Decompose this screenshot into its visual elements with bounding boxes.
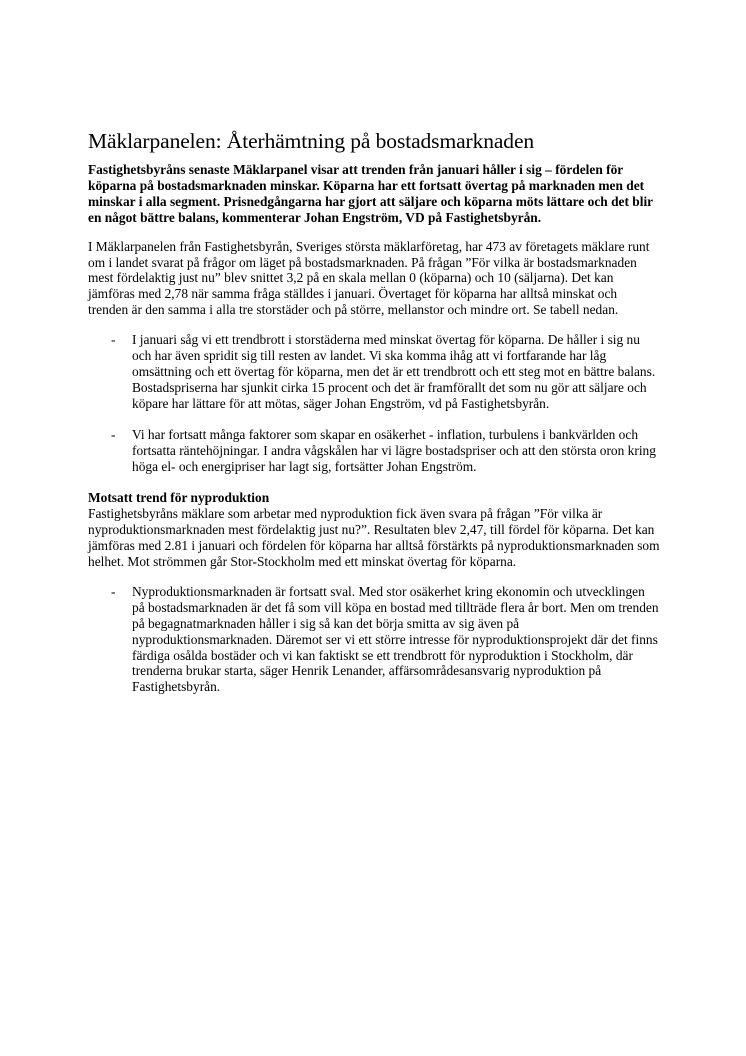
body-paragraph-2: Fastighetsbyråns mäklare som arbetar med nyproduktion fick även svara på frågan ”För vilka är nyproduktionsmarknaden mest fördelaktig just nu?”. Resultaten blev 2,47, till fördel för köparna. Det kan jämföras med 2.81 i januari och fördelen för köparna har alltså förstärkts på nyproduktionsmarknaden som helhet. Mot strömmen går Stor-Stockholm med ett minskat övertag för köparna. (88, 506, 660, 570)
body-paragraph-1: I Mäklarpanelen från Fastighetsbyrån, Sveriges största mäklarföretag, har 473 av företagets mäklare runt om i landet svarat på frågor om läget på bostadsmarknaden. På frågan ”För vilka är bostadsmarknaden mest fördelaktig just nu” blev snittet 3,2 på en skala mellan 0 (köparna) och 10 (säljarna). Det kan jämföras med 2,78 när samma fråga ställdes i januari. Övertaget för köparna har alltså minskat och trenden är den samma i alla tre storstäder och på större, mellanstor och mindre ort. Se tabell nedan. (88, 238, 650, 318)
quote-bullet (88, 427, 660, 475)
lead-paragraph: Fastighetsbyråns senaste Mäklarpanel visar att trenden från januari håller i sig – fördelen för köparna på bostadsmarknaden minskar. Köparna har ett fortsatt övertag på marknaden men det minskar i alla segment. Prisnedgångarna har gjort att säljare och köparna möts lättare och det blir en något bättre balans, kommenterar Johan Engström, VD på Fastighetsbyrån. (88, 162, 653, 225)
section-subheading: Motsatt trend för nyproduktion (88, 490, 270, 506)
bullet-marker: - (111, 583, 116, 599)
bullet-marker: - (111, 426, 116, 442)
bullet-marker: - (111, 332, 116, 348)
article-title: Mäklarpanelen: Återhämtning på bostadsmarknaden (88, 129, 535, 153)
quote-text: Nyproduktionsmarknaden är fortsatt sval. Med stor osäkerhet kring ekonomin och utvecklingen på bostadsmarknaden är det få som vill köpa en bostad med tillträde flera år bort. Men om trenden på begagnatmarknaden håller i sig så kan det börja smitta av sig även på nyproduktionsmarknaden. Däremot ser vi ett större intresse för nyproduktionsprojekt där det finns färdiga osålda bostäder och vi kan faktiskt se ett trendbrott för nyproduktion i Stockholm, där trenderna brukar starta, säger Henrik Lenander, affärsområdesansvarig nyproduktion på Fastighetsbyrån. (132, 583, 659, 695)
quote-bullet (88, 584, 660, 695)
quote-text: Vi har fortsatt många faktorer som skapar en osäkerhet - inflation, turbulens i bankvärlden och fortsatta räntehöjningar. I andra vågskålen har vi lägre bostadspriser och att den största oron kring höga el- och energipriser har lagt sig, fortsätter Johan Engström. (132, 426, 656, 474)
document-page (88, 128, 660, 710)
quote-text: I januari såg vi ett trendbrott i storstäderna med minskat övertag för köparna. De håller i sig nu och har även spridit sig till resten av landet. Vi ska komma ihåg att vi fortfarande har låg omsättning och ett övertag för köparna, men det är ett trendbrott och ett steg mot en bättre balans. Bostadspriserna har sjunkit cirka 15 procent och det är framförallt det som nu gör att säljare och köpare har lättare för att mötas, säger Johan Engström, vd på Fastighetsbyrån. (132, 332, 656, 411)
quote-bullet (88, 332, 660, 412)
